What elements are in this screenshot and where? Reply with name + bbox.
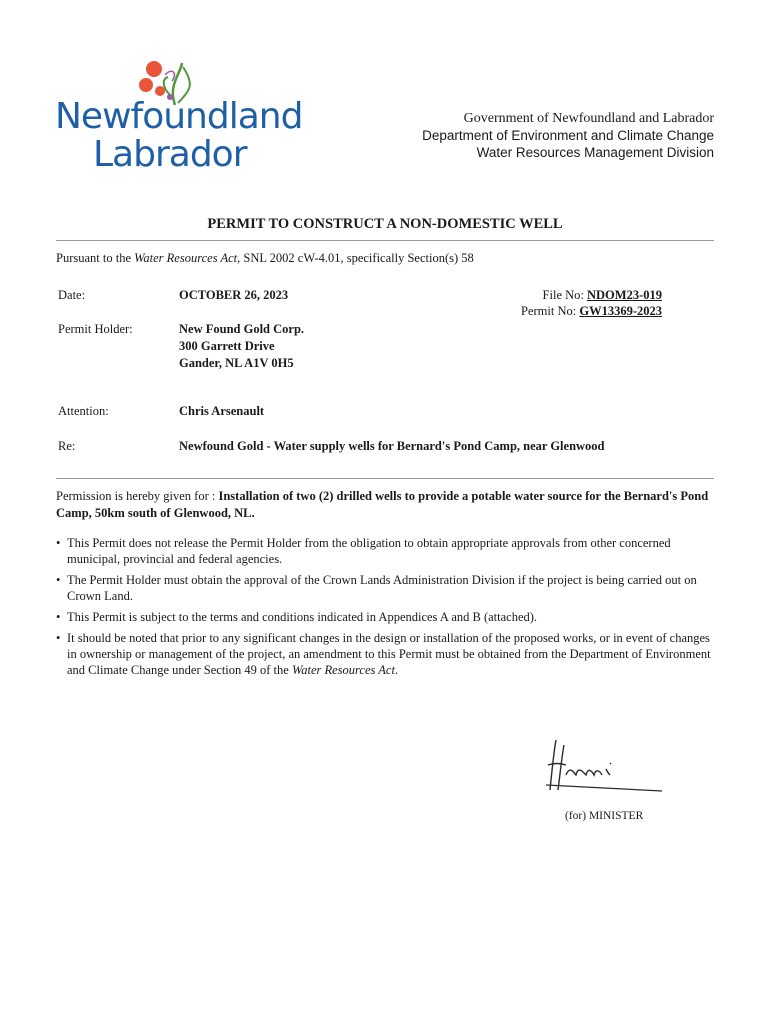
- file-number-block: [521, 287, 662, 319]
- condition-text: This Permit does not release the Permit Holder from the obligation to obtain appropriate approvals from other concerned municipal, provincial and federal agencies.: [67, 536, 671, 566]
- permit-number-label: Permit No:: [521, 304, 580, 318]
- date-label: Date:: [58, 288, 86, 302]
- re-label: Re:: [58, 439, 76, 453]
- condition-text: The Permit Holder must obtain the approval of the Crown Lands Administration Division if the project is being carried out on Crown Land.: [67, 573, 697, 603]
- holder-name: New Found Gold Corp.: [179, 322, 305, 336]
- attention-value: Chris Arsenault: [179, 404, 265, 418]
- permit-title: PERMIT TO CONSTRUCT A NON-DOMESTIC WELL: [207, 216, 563, 232]
- act-name: Water Resources Act: [291, 663, 395, 677]
- condition-text-end: .: [394, 663, 399, 677]
- flower-bud: [139, 78, 153, 92]
- permit-number-row: [521, 303, 662, 319]
- condition-item: [56, 572, 716, 604]
- file-number-value: NDOM23-019: [587, 288, 662, 302]
- condition-text: It should be noted that prior to any significant changes in the design or installation of the proposed works, or in event of changes in ownership or management of the project, an amendment to this Permit must be obtained from the Department of Environment and Climate Change under Section 49 of the: [67, 631, 711, 677]
- division-name: Water Resources Management Division: [476, 145, 714, 160]
- title-divider: [56, 240, 714, 241]
- attention-label: Attention:: [58, 404, 109, 418]
- condition-item: [56, 630, 716, 678]
- pursuant-suffix: , SNL 2002 cW-4.01, specifically Section(s) 58: [237, 251, 474, 265]
- flower-bud: [146, 61, 162, 77]
- minister-signature: [540, 735, 670, 805]
- file-number-row: [521, 287, 662, 303]
- permit-holder-value: [179, 321, 304, 372]
- pursuant-prefix: Pursuant to the: [56, 251, 135, 265]
- permit-number-value: GW13369-2023: [579, 304, 662, 318]
- permission-prefix: Permission is hereby given for :: [56, 489, 219, 503]
- permit-holder-label: Permit Holder:: [58, 322, 133, 336]
- holder-address-line2: Gander, NL A1V 0H5: [179, 356, 294, 370]
- conditions-list: [56, 535, 716, 683]
- condition-item: [56, 535, 716, 567]
- bullet-icon: •: [56, 573, 61, 587]
- government-header: [422, 110, 714, 161]
- signature-caption: (for) MINISTER: [565, 810, 644, 822]
- condition-item: [56, 609, 716, 625]
- holder-address-line1: 300 Garrett Drive: [179, 339, 275, 353]
- flower-tendril: [165, 71, 174, 81]
- pursuant-line: [56, 251, 474, 266]
- department-name: Department of Environment and Climate Change: [422, 128, 714, 143]
- logo-text-labrador: Labrador: [93, 134, 247, 175]
- date-value: OCTOBER 26, 2023: [179, 288, 289, 302]
- act-name: Water Resources Act: [134, 251, 238, 265]
- signature-underline: [546, 785, 662, 791]
- bullet-icon: •: [56, 610, 61, 624]
- signature-stroke: [548, 740, 611, 790]
- condition-text: This Permit is subject to the terms and conditions indicated in Appendices A and B (attached).: [67, 610, 538, 624]
- permission-statement: [56, 488, 716, 522]
- government-name: Government of Newfoundland and Labrador: [463, 111, 714, 126]
- flower-bud: [155, 86, 165, 96]
- permission-text: Installation of two (2) drilled wells to provide a potable water source for the Bernard's Pond Camp, 50km south of Glenwood, NL.: [56, 489, 709, 520]
- bullet-icon: •: [56, 536, 61, 550]
- file-number-label: File No:: [542, 288, 587, 302]
- section-divider: [56, 478, 714, 479]
- bullet-icon: •: [56, 631, 61, 645]
- re-value: Newfound Gold - Water supply wells for Bernard's Pond Camp, near Glenwood: [179, 439, 605, 453]
- logo-text-newfoundland: Newfoundland: [55, 96, 303, 137]
